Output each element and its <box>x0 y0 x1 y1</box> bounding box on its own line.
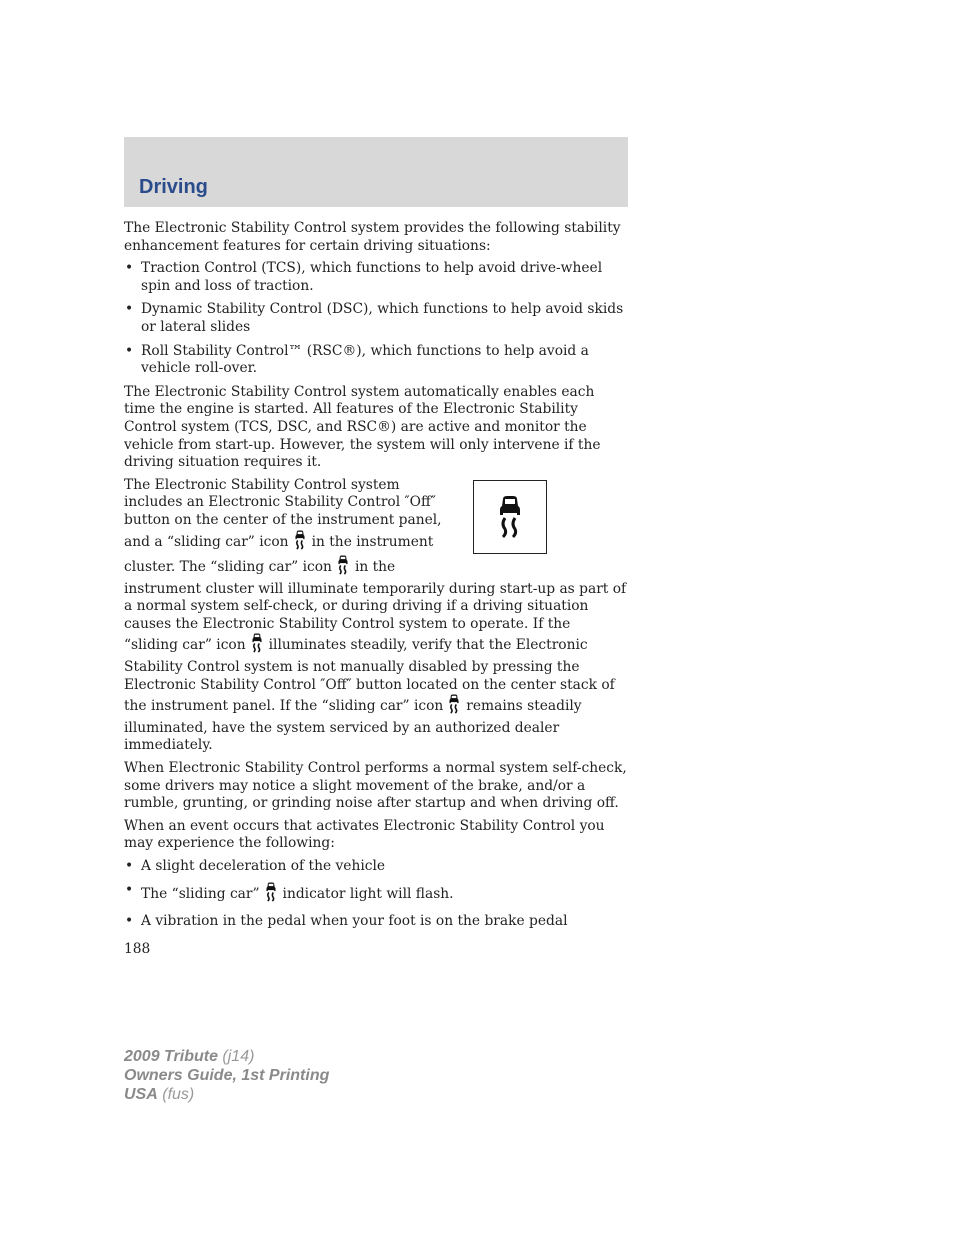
bullet: • <box>125 301 134 318</box>
list-item <box>124 913 628 931</box>
bullet: • <box>125 881 134 898</box>
sliding-car-icon <box>337 555 349 581</box>
icon-paragraph <box>124 477 628 755</box>
icon-text-5: remains steadily illuminated, have the system serviced by an authorized dealer immediately. <box>124 698 582 754</box>
experience-text: The “sliding car” <box>141 885 260 902</box>
feature-text: Traction Control (TCS), which functions to help avoid drive-wheel spin and loss of traction. <box>141 260 603 294</box>
section-title: Driving <box>139 176 208 198</box>
footer-imprint <box>124 1047 329 1104</box>
section-header-band <box>124 137 628 207</box>
sliding-car-icon <box>265 882 277 908</box>
page-content <box>124 220 628 958</box>
feature-text: Roll Stability Control™ (RSC®), which functions to help avoid a vehicle roll-over. <box>141 342 589 377</box>
footer-line-1 <box>124 1047 329 1066</box>
experience-text: indicator light will flash. <box>282 885 454 902</box>
footer-market-code: (fus) <box>162 1086 195 1103</box>
footer-model: 2009 Tribute <box>124 1048 218 1065</box>
list-item <box>124 260 628 295</box>
sliding-car-icon <box>251 633 263 659</box>
intro-paragraph: The Electronic Stability Control system provides the following stability enhancement features for certain driving situations: <box>124 220 621 254</box>
feature-list <box>124 260 628 378</box>
sliding-car-icon <box>448 694 460 720</box>
footer-line-3 <box>124 1085 329 1104</box>
icon-text-1: The Electronic Stability Control system includes an Electronic Stability Control ″Off″ button on the center of the instrument panel, and a “sliding car” icon <box>124 476 442 550</box>
icon-text-4: illuminates steadily, verify that the Electronic Stability Control system is not manually disabled by pressing the Electronic Stability Control ″Off″ button located on the center stack of the instrument panel. If the “sliding car” icon <box>124 637 615 715</box>
sliding-car-icon <box>497 495 523 539</box>
bullet: • <box>125 342 134 359</box>
experience-text: A slight deceleration of the vehicle <box>141 858 386 874</box>
list-item <box>124 858 628 876</box>
icon-text-2: in the instrument cluster. The “sliding car” icon <box>124 533 434 576</box>
footer-market: USA <box>124 1086 158 1103</box>
feature-text: Dynamic Stability Control (DSC), which functions to help avoid skids or lateral slides <box>141 301 624 335</box>
list-item <box>124 343 628 378</box>
footer-line-2 <box>124 1066 329 1085</box>
list-item <box>124 882 628 908</box>
icon-text-3: in the instrument cluster will illuminate temporarily during start-up as part of a normal system self-check, or during driving if a driving situation causes the Electronic Stability Control system to operate. If the “sliding car” icon <box>124 559 627 654</box>
sliding-car-icon <box>294 530 306 556</box>
auto-enable-paragraph: The Electronic Stability Control system automatically enables each time the engine is started. All features of the Electronic Stability Control system (TCS, DSC, and RSC®) are active and monitor the vehicle from start-up. However, the system will only intervene if the driving situation requires it. <box>124 383 601 471</box>
page-number: 188 <box>124 940 151 957</box>
footer-guide: Owners Guide, 1st Printing <box>124 1067 330 1084</box>
sliding-car-illustration <box>473 480 547 554</box>
experience-text: A vibration in the pedal when your foot is on the brake pedal <box>141 913 568 930</box>
event-paragraph: When an event occurs that activates Electronic Stability Control you may experience the following: <box>124 817 605 852</box>
bullet: • <box>125 260 134 277</box>
list-item <box>124 301 628 336</box>
bullet: • <box>125 858 134 874</box>
bullet: • <box>125 913 134 930</box>
footer-code: (j14) <box>222 1048 255 1065</box>
self-check-paragraph: When Electronic Stability Control performs a normal system self-check, some drivers may notice a slight movement of the brake, and/or a rumble, grunting, or grinding noise after startup and when driving off. <box>124 760 627 812</box>
experience-list <box>124 858 628 931</box>
